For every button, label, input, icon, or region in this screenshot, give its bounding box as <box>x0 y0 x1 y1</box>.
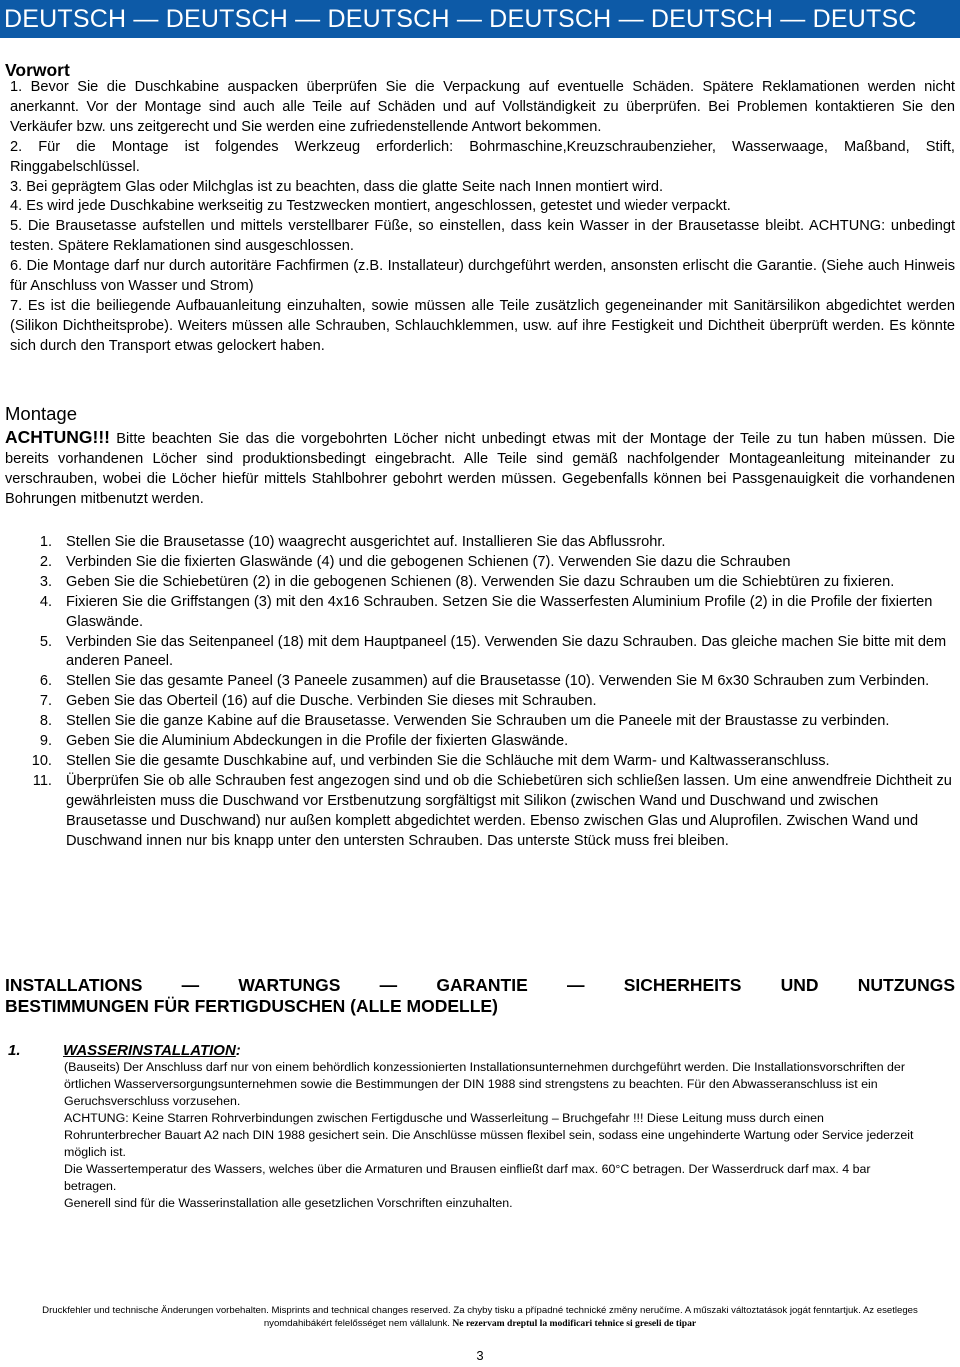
step-text: Stellen Sie die gesamte Duschkabine auf, und verbinden Sie die Schläuche mit dem Warm- und Kaltwasseranschluss. <box>66 752 830 769</box>
step-number: 7. <box>39 693 52 710</box>
step-number: 4. <box>39 593 52 610</box>
footer-line-2b: Ne rezervam dreptul la modificari tehnice si greseli de tipar <box>449 1318 697 1329</box>
step-number: 5. <box>39 633 52 650</box>
vorwort-item-3: 3. Bei geprägtem Glas oder Milchglas ist zu beachten, dass die glatte Seite nach Innen montiert wird. <box>10 178 664 195</box>
section-number: 1. <box>8 1042 21 1059</box>
list-item <box>0 593 952 633</box>
section-label: WASSERINSTALLATION <box>63 1042 236 1059</box>
banner-text: DEUTSCH — DEUTSCH — DEUTSCH — DEUTSCH — DEUTSCH — DEUTSC <box>4 5 917 33</box>
step-number: 6. <box>39 673 52 690</box>
wasser-paragraph-2: ACHTUNG: Keine Starren Rohrverbindungen zwischen Fertigdusche und Wasserleitung – Bruchgefahr !!! Diese Leitung muss durch einen Rohrunterbrecher Bauart A2 nach DIN 1988 gesichert sein. Die Anschlüsse müssen flexibel sein, sodass eine ungehinderte Wartung oder Service jederzeit möglich ist. <box>64 1111 914 1159</box>
vorwort-item-4: 4. Es wird jede Duschkabine werkseitig zu Testzwecken montiert, angeschlossen, getestet und wieder verpackt. <box>10 198 731 215</box>
vorwort-heading: Vorwort <box>5 60 70 80</box>
installations-heading-line1: INSTALLATIONS — WARTUNGS — GARANTIE — SICHERHEITS UND NUTZUNGS <box>5 975 955 995</box>
footer-line-1: Druckfehler und technische Änderungen vorbehalten. Misprints and technical changes reserved. Za chyby tisku a případné technické změny neručíme. A műszaki változtatások jogát fenntartjuk. Az esetleges <box>42 1305 918 1316</box>
footer-line-2 <box>0 1317 960 1330</box>
step-text: Stellen Sie die ganze Kabine auf die Brausetasse. Verwenden Sie Schrauben um die Paneele mit der Braustasse zu verbinden. <box>66 713 890 730</box>
footer-line-2a: nyomdahibákért felelősséget nem vállalunk. <box>263 1318 450 1329</box>
list-item <box>0 752 952 772</box>
list-item <box>0 533 952 553</box>
list-item <box>0 633 952 673</box>
montage-heading: Montage <box>5 403 77 424</box>
vorwort-item-7: 7. Es ist die beiliegende Aufbauanleitung einzuhalten, sowie müssen alle Teile zusätzlich gegeneinander mit Sanitärsilikon abgedichtet werden (Silikon Dichtheitsprobe). Weiters müssen alle Schrauben, Schlauchklemmen, usw. auf ihre Festigkeit und Dichtheit überprüft werden. Es könnte sich durch den Transport etwas gelockert haben. <box>10 297 955 354</box>
wasser-paragraph-1: (Bauseits) Der Anschluss darf nur von einem behördlich konzessionierten Installationsunternehmen durchgeführt werden. Die Installationsvorschriften der örtlichen Wasserversorgungsunternehmen sowie die Bestimmungen der DIN 1988 sind strengstens zu beachten. Für den Abwasseranschluss ist ein Geruchsverschluss vorzusehen. <box>64 1060 905 1108</box>
step-number: 8. <box>39 713 52 730</box>
list-item <box>0 712 952 732</box>
step-text: Geben Sie die Schiebetüren (2) in die gebogenen Schienen (8). Verwenden Sie dazu Schrauben um die Schiebtüren zu fixieren. <box>66 573 895 590</box>
vorwort-item-1: 1. Bevor Sie die Duschkabine auspacken überprüfen Sie die Verpackung auf eventuelle Schäden. Spätere Reklamationen werden nicht anerkannt. Vor der Montage sind auch alle Teile auf Schäden und auf Vollständigkeit zu überprüfen. Bei Problemen kontaktieren Sie den Verkäufer bzw. uns zeitgerecht und Sie werden eine zufriedenstellende Antwort bekommen. <box>10 79 955 135</box>
list-item <box>0 692 952 712</box>
list-item <box>0 772 952 852</box>
language-banner <box>0 0 960 38</box>
step-number: 2. <box>39 553 52 570</box>
step-text: Geben Sie das Oberteil (16) auf die Dusche. Verbinden Sie dieses mit Schrauben. <box>66 693 597 710</box>
list-item <box>0 553 952 573</box>
step-number: 9. <box>39 733 52 750</box>
page-number: 3 <box>476 1348 484 1363</box>
wasserinstallation-heading <box>8 1042 241 1059</box>
list-item <box>0 732 952 752</box>
step-text: Stellen Sie das gesamte Paneel (3 Paneele zusammen) auf die Brausetasse (10). Verwenden Sie M 6x30 Schrauben zum Verbinden. <box>66 673 930 690</box>
step-number: 10. <box>31 752 52 769</box>
step-text: Geben Sie die Aluminium Abdeckungen in die Profile der fixierten Glaswände. <box>66 733 569 750</box>
step-text: Verbinden Sie das Seitenpaneel (18) mit dem Hauptpaneel (15). Verwenden Sie dazu Schrauben. Das gleiche machen Sie bitte mit dem anderen Paneel. <box>66 633 947 670</box>
installations-heading-line2: BESTIMMUNGEN FÜR FERTIGDUSCHEN (ALLE MODELLE) <box>5 996 498 1016</box>
step-number: 1. <box>39 534 52 550</box>
wasserinstallation-body <box>64 1059 924 1212</box>
montage-intro-text: Bitte beachten Sie das die vorgebohrten Löcher nicht unbedingt etwas mit der Montage der Teile zu tun haben müssen. Die bereits vorhandenen Löcher sind produktionsbedingt eingebracht. Alle Teile sind gemäß nachfolgender Montageanleitung miteinander zu verschrauben, wobei die Löcher hiefür mittels Stahlbohrer gebohrt werden müssen. Gegebenfalls können bei Passgenauigkeit die vorhandenen Bohrungen mitbenutzt werden. <box>5 431 955 507</box>
step-number: 3. <box>39 573 52 590</box>
wasser-paragraph-3: Die Wassertemperatur des Wassers, welches über die Armaturen und Brausen einfließt darf max. 60°C betragen. Der Wasserdruck darf max. 4 bar betragen. <box>64 1162 871 1193</box>
step-text: Überprüfen Sie ob alle Schrauben fest angezogen sind und ob die Schiebetüren sich schließen lassen. Um eine anwendfreie Dichtheit zu gewährleisten muss die Duschwand vor Erstbenutzung sorgfältigst mit Silikon (zwischen Wand und Duschwand und zwischen Brausetasse und Duschwand) nur außen komplett abgedichtet werden. Ebenso zwischen Glas und Aluprofilen. Zwischen Wand und Duschwand innen nur bis knapp unter den untersten Schrauben. Das unterste Stück muss frei bleiben. <box>66 772 952 849</box>
vorwort-item-5: 5. Die Brausetasse aufstellen und mittels verstellbarer Füße, so einstellen, dass kein Wasser in der Brausetasse bleibt. ACHTUNG: unbedingt testen. Spätere Reklamationen sind ausgeschlossen. <box>10 218 955 255</box>
step-text: Stellen Sie die Brausetasse (10) waagrecht ausgerichtet auf. Installieren Sie das Abflussrohr. <box>66 534 666 550</box>
montage-achtung: ACHTUNG!!! <box>5 427 110 447</box>
vorwort-item-6: 6. Die Montage darf nur durch autoritäre Fachfirmen (z.B. Installateur) durchgeführt werden, ansonsten erlischt die Garantie. (Siehe auch Hinweis für Anschluss von Wasser und Strom) <box>10 258 955 295</box>
montage-steps-list <box>0 533 952 852</box>
step-number: 11. <box>32 772 52 789</box>
list-item <box>0 672 952 692</box>
vorwort-body <box>10 78 955 357</box>
section-colon: : <box>235 1042 241 1059</box>
step-text: Fixieren Sie die Griffstangen (3) mit den 4x16 Schrauben. Setzen Sie die Wasserfesten Aluminium Profile (2) in die Profile der fixierten Glaswände. <box>66 593 933 630</box>
wasser-paragraph-4: Generell sind für die Wasserinstallation alle gesetzlichen Vorschriften einzuhalten. <box>64 1196 513 1210</box>
montage-intro <box>5 428 955 510</box>
vorwort-item-2: 2. Für die Montage ist folgendes Werkzeug erforderlich: Bohrmaschine,Kreuzschraubenzieher, Wasserwaage, Maßband, Stift, Ringgabelschlüssel. <box>10 138 955 175</box>
list-item <box>0 573 952 593</box>
footer-disclaimer <box>0 1304 960 1330</box>
section-label-wrap <box>63 1042 241 1059</box>
step-text: Verbinden Sie die fixierten Glaswände (4) und die gebogenen Schienen (7). Verwenden Sie dazu die Schrauben <box>66 553 791 570</box>
